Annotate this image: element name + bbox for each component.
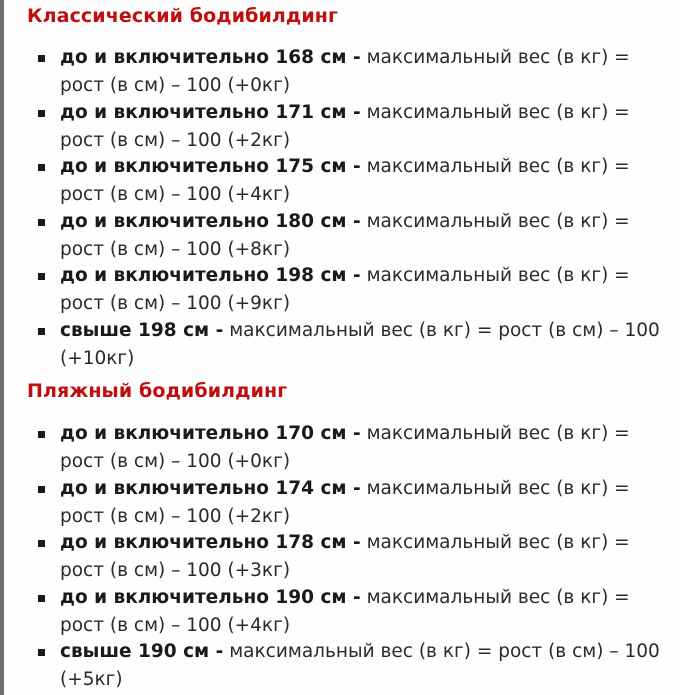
section-title-classic: Классический бодибилдинг <box>27 5 339 27</box>
list-item <box>0 44 680 100</box>
height-limit: до и включительно 175 см - <box>60 156 361 177</box>
square-bullet-icon <box>38 219 45 226</box>
height-limit: до и включительно 178 см - <box>60 532 361 553</box>
square-bullet-icon <box>38 110 45 117</box>
list-item <box>0 317 680 373</box>
list-item <box>0 475 680 531</box>
square-bullet-icon <box>38 595 45 602</box>
list-item <box>0 153 680 209</box>
height-limit: до и включительно 170 см - <box>60 423 361 444</box>
weight-formula: максимальный вес (в кг) = рост (в см) – 100 (+9кг) <box>60 265 630 314</box>
square-bullet-icon <box>38 55 45 62</box>
weight-formula: максимальный вес (в кг) = рост (в см) – 100 (+5кг) <box>60 641 660 690</box>
height-limit: до и включительно 180 см - <box>60 210 361 232</box>
square-bullet-icon <box>38 431 45 438</box>
height-limit: до и включительно 190 см - <box>60 586 361 608</box>
classic-rules-list <box>0 44 680 371</box>
height-limit: до и включительно 198 см - <box>60 265 361 286</box>
weight-formula: максимальный вес (в кг) = рост (в см) – 100 (+3кг) <box>60 532 630 581</box>
square-bullet-icon <box>38 649 45 656</box>
weight-formula: максимальный вес (в кг) = рост (в см) – 100 (+2кг) <box>60 477 630 527</box>
square-bullet-icon <box>38 328 45 335</box>
height-limit: до и включительно 168 см - <box>60 47 361 68</box>
beach-rules-list <box>0 420 680 693</box>
list-item <box>0 529 680 585</box>
weight-formula: максимальный вес (в кг) = рост (в см) – 100 (+10кг) <box>60 319 660 369</box>
height-limit: до и включительно 171 см - <box>60 101 361 123</box>
square-bullet-icon <box>38 540 45 547</box>
weight-formula: максимальный вес (в кг) = рост (в см) – 100 (+4кг) <box>60 586 630 636</box>
height-limit: до и включительно 174 см - <box>60 477 361 499</box>
list-item <box>0 584 680 640</box>
weight-formula: максимальный вес (в кг) = рост (в см) – 100 (+2кг) <box>60 101 630 151</box>
weight-formula: максимальный вес (в кг) = рост (в см) – 100 (+0кг) <box>60 423 630 472</box>
square-bullet-icon <box>38 164 45 171</box>
list-item <box>0 99 680 155</box>
section-title-beach: Пляжный бодибилдинг <box>27 380 288 402</box>
list-item <box>0 638 680 694</box>
square-bullet-icon <box>38 273 45 280</box>
list-item <box>0 420 680 476</box>
list-item <box>0 262 680 318</box>
weight-formula: максимальный вес (в кг) = рост (в см) – 100 (+0кг) <box>60 47 630 96</box>
square-bullet-icon <box>38 486 45 493</box>
weight-formula: максимальный вес (в кг) = рост (в см) – 100 (+8кг) <box>60 210 630 260</box>
height-limit: свыше 198 см - <box>60 319 224 341</box>
list-item <box>0 208 680 264</box>
height-limit: свыше 190 см - <box>60 641 224 662</box>
weight-formula: максимальный вес (в кг) = рост (в см) – 100 (+4кг) <box>60 156 630 205</box>
